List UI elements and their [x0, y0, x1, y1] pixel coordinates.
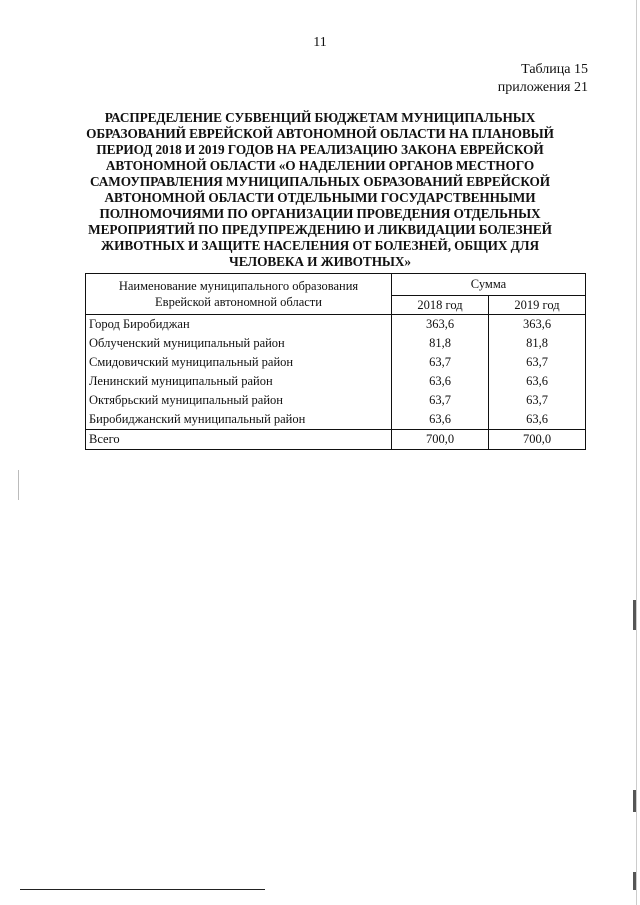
- row-value-2019: 63,7: [489, 353, 586, 372]
- row-value-2019: 63,7: [489, 391, 586, 410]
- total-value-2018: 700,0: [392, 430, 489, 450]
- subsidy-table: [85, 273, 586, 450]
- header-municipality-line2: Еврейской автономной области: [155, 295, 322, 309]
- scan-edge-right: [636, 0, 637, 905]
- title-line: АВТОНОМНОЙ ОБЛАСТИ ОТДЕЛЬНЫМИ ГОСУДАРСТВЕННЫМИ: [104, 190, 536, 205]
- row-value-2018: 63,6: [392, 410, 489, 430]
- title-line: ПОЛНОМОЧИЯМИ ПО ОРГАНИЗАЦИИ ПРОВЕДЕНИЯ ОТДЕЛЬНЫХ: [99, 206, 541, 221]
- row-value-2019: 363,6: [489, 315, 586, 335]
- title-line: ЧЕЛОВЕКА И ЖИВОТНЫХ»: [229, 254, 411, 269]
- scan-mark-left: [18, 470, 19, 500]
- row-value-2019: 63,6: [489, 410, 586, 430]
- row-value-2019: 63,6: [489, 372, 586, 391]
- table-reference: [498, 61, 588, 97]
- title-line: САМОУПРАВЛЕНИЯ МУНИЦИПАЛЬНЫХ ОБРАЗОВАНИЙ ЕВРЕЙСКОЙ: [89, 174, 551, 189]
- title-line: ОБРАЗОВАНИЙ ЕВРЕЙСКОЙ АВТОНОМНОЙ ОБЛАСТИ НА ПЛАНОВЫЙ: [86, 126, 554, 141]
- footnote-rule: [20, 889, 265, 890]
- scan-mark-right: [633, 600, 636, 630]
- scan-mark-right: [633, 790, 636, 812]
- title-line: МЕРОПРИЯТИЙ ПО ПРЕДУПРЕЖДЕНИЮ И ЛИКВИДАЦИИ БОЛЕЗНЕЙ: [88, 222, 552, 237]
- row-name: Октябрьский муниципальный район: [86, 391, 392, 410]
- title-line: АВТОНОМНОЙ ОБЛАСТИ «О НАДЕЛЕНИИ ОРГАНОВ МЕСТНОГО: [105, 158, 535, 173]
- header-sum: Сумма: [392, 274, 586, 296]
- row-value-2018: 63,6: [392, 372, 489, 391]
- row-name: Город Биробиджан: [86, 315, 392, 335]
- header-municipality-line1: Наименование муниципального образования: [118, 279, 359, 293]
- row-name: Смидовичский муниципальный район: [86, 353, 392, 372]
- title-line: ЖИВОТНЫХ И ЗАЩИТЕ НАСЕЛЕНИЯ ОТ БОЛЕЗНЕЙ, ОБЩИХ ДЛЯ: [101, 238, 539, 253]
- table-reference-line1: Таблица 15: [521, 62, 588, 77]
- table-reference-line2: приложения 21: [497, 80, 588, 95]
- table-row: [86, 353, 586, 372]
- header-year-2018: 2018 год: [392, 296, 489, 315]
- table-row: [86, 315, 586, 335]
- row-name: Облученский муниципальный район: [86, 334, 392, 353]
- table-row: [86, 391, 586, 410]
- table-row: [86, 372, 586, 391]
- page-number: 11: [313, 35, 327, 50]
- table-row: [86, 410, 586, 430]
- document-title: [84, 110, 556, 270]
- title-line: ПЕРИОД 2018 И 2019 ГОДОВ НА РЕАЛИЗАЦИЮ ЗАКОНА ЕВРЕЙСКОЙ: [96, 142, 544, 157]
- row-value-2018: 63,7: [392, 391, 489, 410]
- header-year-2019: 2019 год: [489, 296, 586, 315]
- total-row: [86, 430, 586, 450]
- title-line: РАСПРЕДЕЛЕНИЕ СУБВЕНЦИЙ БЮДЖЕТАМ МУНИЦИПАЛЬНЫХ: [104, 110, 536, 125]
- total-label: Всего: [86, 430, 392, 450]
- row-value-2019: 81,8: [489, 334, 586, 353]
- row-name: Биробиджанский муниципальный район: [86, 410, 392, 430]
- scan-mark-right: [633, 872, 636, 890]
- table-row: [86, 334, 586, 353]
- row-name: Ленинский муниципальный район: [86, 372, 392, 391]
- row-value-2018: 363,6: [392, 315, 489, 335]
- total-value-2019: 700,0: [489, 430, 586, 450]
- header-municipality: [86, 274, 392, 315]
- row-value-2018: 63,7: [392, 353, 489, 372]
- row-value-2018: 81,8: [392, 334, 489, 353]
